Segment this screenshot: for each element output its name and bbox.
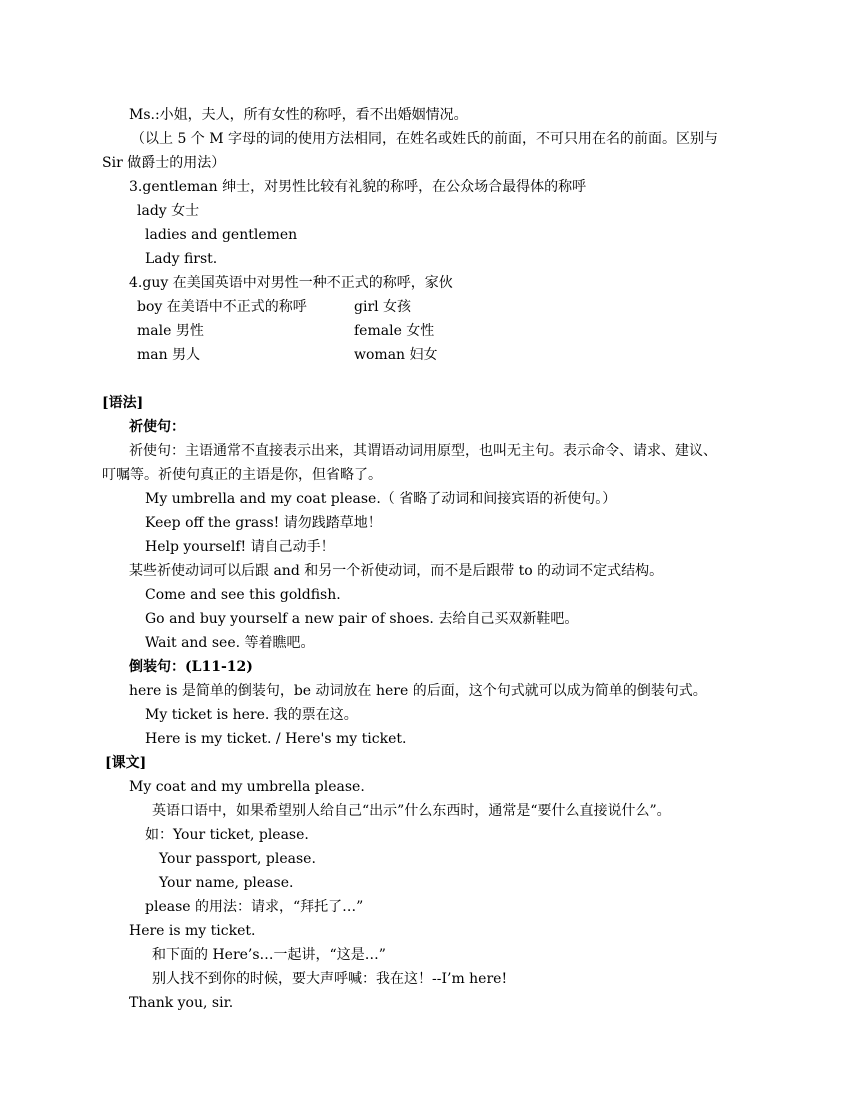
text-line: boy 在美语中不正式的称呼 — [137, 299, 307, 315]
text-line: 3.gentleman 绅士，对男性比较有礼貌的称呼，在公众场合最得体的称呼 — [129, 179, 587, 195]
section-heading: [课文] — [105, 755, 147, 771]
subsection-heading: 祈使句： — [129, 419, 185, 435]
text-line: female 女性 — [354, 323, 435, 339]
text-line: 祈使句：主语通常不直接表示出来，其谓语动词用原型，也叫无主句。表示命令、请求、建议、 — [129, 443, 717, 459]
text-line: girl 女孩 — [354, 299, 412, 315]
text-line: My coat and my umbrella please. — [129, 779, 365, 795]
text-line: man 男人 — [137, 347, 201, 363]
text-line: 别人找不到你的时候，要大声呼喊：我在这！--I’m here! — [152, 971, 508, 987]
text-line: My ticket is here. 我的票在这。 — [145, 707, 358, 723]
text-line: Here is my ticket. / Here's my ticket. — [145, 731, 407, 747]
text-line: please 的用法：请求，“拜托了…” — [145, 899, 364, 915]
text-line: lady 女士 — [137, 203, 200, 219]
subsection-heading: 倒装句：(L11-12) — [129, 659, 253, 675]
text-line: Lady first. — [145, 251, 218, 267]
text-line: Here is my ticket. — [129, 923, 256, 939]
text-line: Help yourself! 请自己动手！ — [145, 539, 335, 555]
section-heading: [语法] — [102, 395, 144, 411]
text-line: Keep off the grass! 请勿践踏草地！ — [145, 515, 382, 531]
text-line: Your passport, please. — [159, 851, 316, 867]
text-line: 英语口语中，如果希望别人给自己“出示”什么东西时，通常是“要什么直接说什么”。 — [152, 803, 671, 819]
text-line: Come and see this goldfish. — [145, 587, 341, 603]
text-line: ladies and gentlemen — [145, 227, 298, 243]
text-line: 某些祈使动词可以后跟 and 和另一个祈使动词，而不是后跟带 to 的动词不定式结构。 — [129, 563, 664, 579]
text-line: （以上 5 个 M 字母的词的使用方法相同，在姓名或姓氏的前面，不可只用在名的前面。区别与 — [131, 131, 719, 147]
text-line: 和下面的 Here’s…一起讲，“这是…” — [152, 947, 386, 963]
text-line: 叮嘱等。祈使句真正的主语是你，但省略了。 — [102, 467, 382, 483]
text-line: male 男性 — [137, 323, 204, 339]
text-line: woman 妇女 — [354, 347, 438, 363]
text-line: here is 是简单的倒装句，be 动词放在 here 的后面，这个句式就可以成为简单的倒装句式。 — [129, 683, 707, 699]
text-line: 如：Your ticket, please. — [145, 827, 309, 843]
text-line: Go and buy yourself a new pair of shoes. 去给自己买双新鞋吧。 — [145, 611, 579, 627]
text-line: 4.guy 在美国英语中对男性一种不正式的称呼，家伙 — [129, 275, 453, 291]
text-line: Wait and see. 等着瞧吧。 — [145, 635, 315, 651]
text-line: My umbrella and my coat please.（ 省略了动词和间接宾语的祈使句。） — [145, 491, 617, 507]
text-line: Sir 做爵士的用法） — [102, 155, 226, 171]
text-line: Ms.:小姐，夫人，所有女性的称呼，看不出婚姻情况。 — [129, 107, 468, 123]
text-line: Thank you, sir. — [129, 995, 234, 1011]
text-line: Your name, please. — [159, 875, 294, 891]
